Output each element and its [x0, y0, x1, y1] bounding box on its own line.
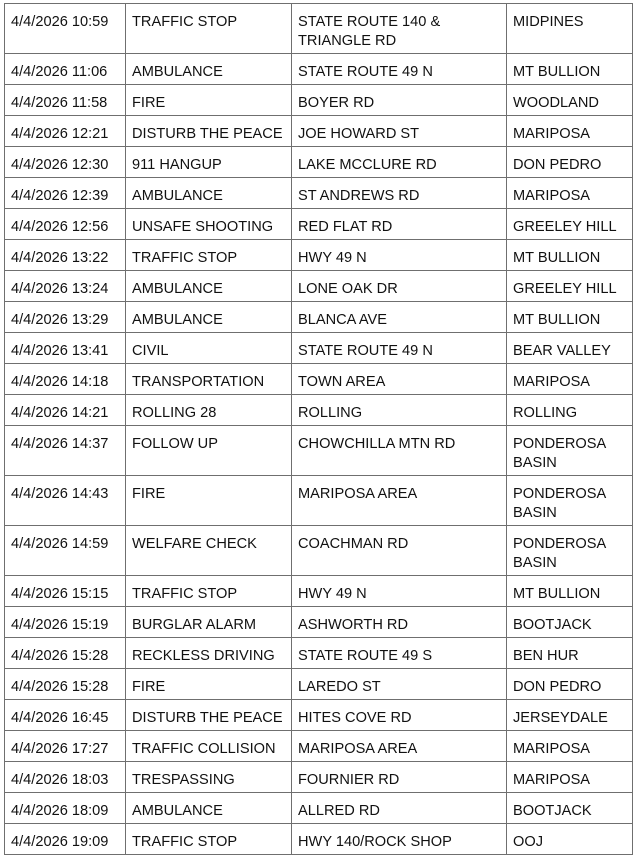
- datetime-cell: 4/4/2026 15:15: [5, 576, 126, 607]
- incident-type-cell: DISTURB THE PEACE: [126, 700, 292, 731]
- datetime-cell: 4/4/2026 12:21: [5, 116, 126, 147]
- area-cell: MT BULLION: [507, 240, 633, 271]
- location-cell: COACHMAN RD: [292, 526, 507, 576]
- location-cell: STATE ROUTE 140 & TRIANGLE RD: [292, 4, 507, 54]
- area-cell: MT BULLION: [507, 576, 633, 607]
- location-cell: LONE OAK DR: [292, 271, 507, 302]
- incident-type-cell: AMBULANCE: [126, 178, 292, 209]
- datetime-cell: 4/4/2026 14:18: [5, 364, 126, 395]
- area-cell: GREELEY HILL: [507, 271, 633, 302]
- incident-type-cell: TRANSPORTATION: [126, 364, 292, 395]
- location-cell: HITES COVE RD: [292, 700, 507, 731]
- incident-type-cell: FIRE: [126, 476, 292, 526]
- location-cell: MARIPOSA AREA: [292, 476, 507, 526]
- incident-type-cell: AMBULANCE: [126, 793, 292, 824]
- location-cell: RED FLAT RD: [292, 209, 507, 240]
- table-row: [5, 395, 633, 426]
- datetime-cell: 4/4/2026 11:58: [5, 85, 126, 116]
- datetime-cell: 4/4/2026 10:59: [5, 4, 126, 54]
- datetime-cell: 4/4/2026 15:28: [5, 638, 126, 669]
- table-row: [5, 209, 633, 240]
- datetime-cell: 4/4/2026 14:37: [5, 426, 126, 476]
- table-row: [5, 426, 633, 476]
- area-cell: MARIPOSA: [507, 116, 633, 147]
- location-cell: LAKE MCCLURE RD: [292, 147, 507, 178]
- datetime-cell: 4/4/2026 17:27: [5, 731, 126, 762]
- area-cell: GREELEY HILL: [507, 209, 633, 240]
- datetime-cell: 4/4/2026 14:59: [5, 526, 126, 576]
- incident-type-cell: TRAFFIC STOP: [126, 4, 292, 54]
- incident-type-cell: WELFARE CHECK: [126, 526, 292, 576]
- area-cell: BEAR VALLEY: [507, 333, 633, 364]
- table-row: [5, 576, 633, 607]
- table-row: [5, 731, 633, 762]
- datetime-cell: 4/4/2026 18:09: [5, 793, 126, 824]
- incident-type-cell: TRAFFIC STOP: [126, 576, 292, 607]
- incident-type-cell: RECKLESS DRIVING: [126, 638, 292, 669]
- area-cell: PONDEROSA BASIN: [507, 476, 633, 526]
- datetime-cell: 4/4/2026 15:19: [5, 607, 126, 638]
- datetime-cell: 4/4/2026 13:24: [5, 271, 126, 302]
- location-cell: ROLLING: [292, 395, 507, 426]
- table-row: [5, 116, 633, 147]
- table-row: [5, 333, 633, 364]
- incident-type-cell: TRAFFIC STOP: [126, 240, 292, 271]
- area-cell: MIDPINES: [507, 4, 633, 54]
- area-cell: DON PEDRO: [507, 147, 633, 178]
- location-cell: STATE ROUTE 49 N: [292, 333, 507, 364]
- incident-type-cell: BURGLAR ALARM: [126, 607, 292, 638]
- incident-type-cell: AMBULANCE: [126, 271, 292, 302]
- incident-type-cell: TRAFFIC STOP: [126, 824, 292, 855]
- datetime-cell: 4/4/2026 11:06: [5, 54, 126, 85]
- datetime-cell: 4/4/2026 13:41: [5, 333, 126, 364]
- area-cell: BOOTJACK: [507, 607, 633, 638]
- datetime-cell: 4/4/2026 13:29: [5, 302, 126, 333]
- location-cell: ASHWORTH RD: [292, 607, 507, 638]
- table-row: [5, 364, 633, 395]
- incident-type-cell: ROLLING 28: [126, 395, 292, 426]
- incident-type-cell: TRESPASSING: [126, 762, 292, 793]
- area-cell: BOOTJACK: [507, 793, 633, 824]
- location-cell: BLANCA AVE: [292, 302, 507, 333]
- datetime-cell: 4/4/2026 14:43: [5, 476, 126, 526]
- datetime-cell: 4/4/2026 13:22: [5, 240, 126, 271]
- location-cell: CHOWCHILLA MTN RD: [292, 426, 507, 476]
- area-cell: DON PEDRO: [507, 669, 633, 700]
- area-cell: MARIPOSA: [507, 762, 633, 793]
- location-cell: STATE ROUTE 49 N: [292, 54, 507, 85]
- incident-type-cell: CIVIL: [126, 333, 292, 364]
- table-row: [5, 793, 633, 824]
- table-row: [5, 762, 633, 793]
- incident-log-body: [5, 4, 633, 855]
- location-cell: FOURNIER RD: [292, 762, 507, 793]
- table-row: [5, 607, 633, 638]
- area-cell: OOJ: [507, 824, 633, 855]
- table-row: [5, 147, 633, 178]
- incident-type-cell: TRAFFIC COLLISION: [126, 731, 292, 762]
- area-cell: JERSEYDALE: [507, 700, 633, 731]
- location-cell: STATE ROUTE 49 S: [292, 638, 507, 669]
- incident-type-cell: FOLLOW UP: [126, 426, 292, 476]
- location-cell: JOE HOWARD ST: [292, 116, 507, 147]
- area-cell: MT BULLION: [507, 302, 633, 333]
- datetime-cell: 4/4/2026 18:03: [5, 762, 126, 793]
- location-cell: ST ANDREWS RD: [292, 178, 507, 209]
- area-cell: MARIPOSA: [507, 364, 633, 395]
- incident-type-cell: FIRE: [126, 669, 292, 700]
- table-row: [5, 4, 633, 54]
- location-cell: HWY 140/ROCK SHOP: [292, 824, 507, 855]
- datetime-cell: 4/4/2026 16:45: [5, 700, 126, 731]
- location-cell: TOWN AREA: [292, 364, 507, 395]
- location-cell: HWY 49 N: [292, 576, 507, 607]
- area-cell: MARIPOSA: [507, 178, 633, 209]
- incident-type-cell: AMBULANCE: [126, 302, 292, 333]
- location-cell: ALLRED RD: [292, 793, 507, 824]
- datetime-cell: 4/4/2026 19:09: [5, 824, 126, 855]
- table-row: [5, 669, 633, 700]
- table-row: [5, 302, 633, 333]
- incident-type-cell: AMBULANCE: [126, 54, 292, 85]
- area-cell: MARIPOSA: [507, 731, 633, 762]
- datetime-cell: 4/4/2026 12:56: [5, 209, 126, 240]
- table-row: [5, 271, 633, 302]
- datetime-cell: 4/4/2026 12:39: [5, 178, 126, 209]
- location-cell: MARIPOSA AREA: [292, 731, 507, 762]
- incident-log-table: [4, 3, 633, 855]
- datetime-cell: 4/4/2026 12:30: [5, 147, 126, 178]
- table-row: [5, 178, 633, 209]
- datetime-cell: 4/4/2026 14:21: [5, 395, 126, 426]
- incident-type-cell: UNSAFE SHOOTING: [126, 209, 292, 240]
- table-row: [5, 240, 633, 271]
- incident-type-cell: FIRE: [126, 85, 292, 116]
- table-row: [5, 526, 633, 576]
- table-row: [5, 85, 633, 116]
- area-cell: PONDEROSA BASIN: [507, 526, 633, 576]
- location-cell: LAREDO ST: [292, 669, 507, 700]
- area-cell: ROLLING: [507, 395, 633, 426]
- area-cell: PONDEROSA BASIN: [507, 426, 633, 476]
- incident-type-cell: DISTURB THE PEACE: [126, 116, 292, 147]
- location-cell: HWY 49 N: [292, 240, 507, 271]
- location-cell: BOYER RD: [292, 85, 507, 116]
- area-cell: BEN HUR: [507, 638, 633, 669]
- table-row: [5, 638, 633, 669]
- table-row: [5, 700, 633, 731]
- table-row: [5, 824, 633, 855]
- table-row: [5, 476, 633, 526]
- incident-type-cell: 911 HANGUP: [126, 147, 292, 178]
- table-row: [5, 54, 633, 85]
- area-cell: WOODLAND: [507, 85, 633, 116]
- area-cell: MT BULLION: [507, 54, 633, 85]
- datetime-cell: 4/4/2026 15:28: [5, 669, 126, 700]
